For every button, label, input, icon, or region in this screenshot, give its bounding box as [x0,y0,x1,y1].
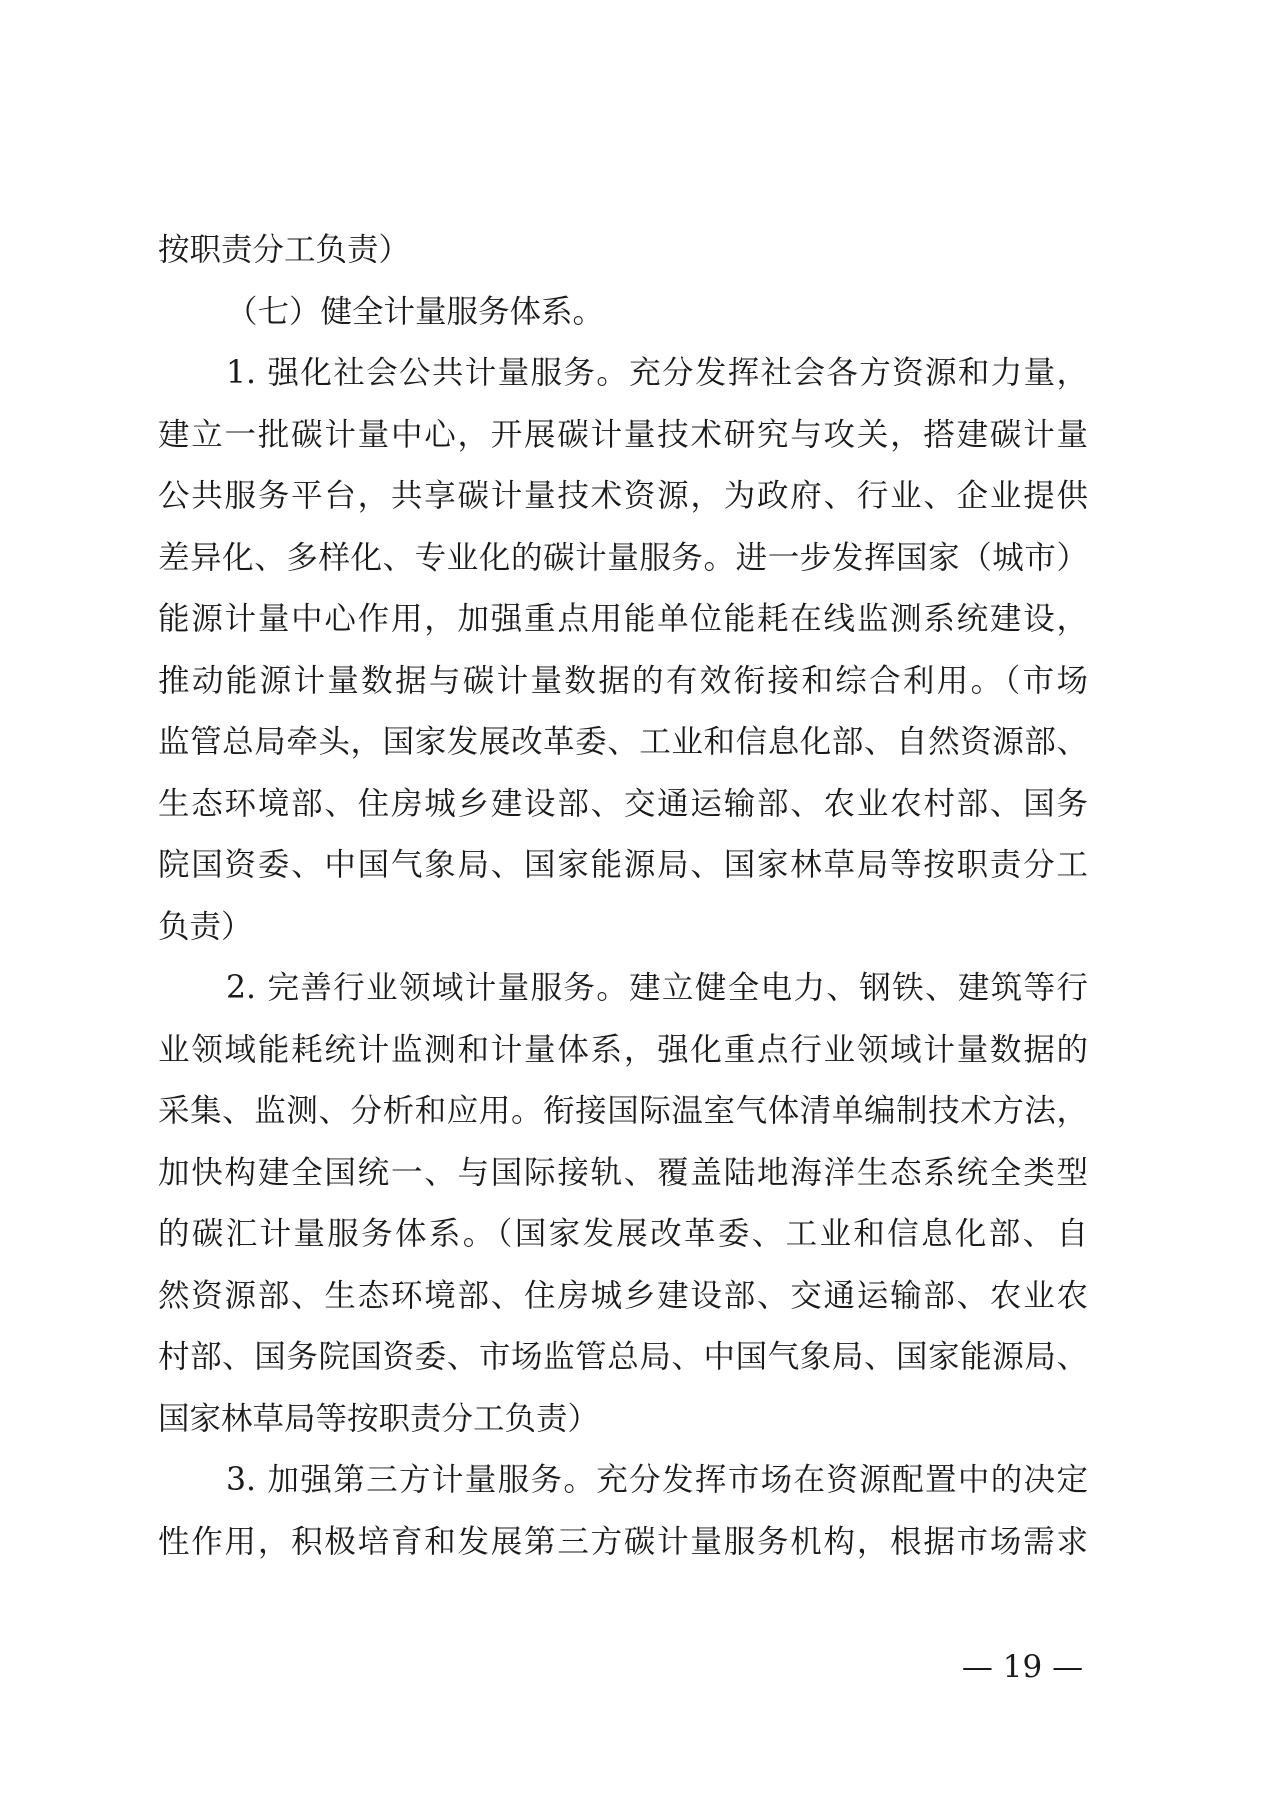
text-line: 3. 加强第三方计量服务。充分发挥市场在资源配置中的决定 [226,1462,1088,1498]
text-line: 性作用，积极培育和发展第三方碳计量服务机构，根据市场需求 [158,1523,1088,1560]
text-line: 采集、监测、分析和应用。衔接国际温室气体清单编制技术方法， [158,1093,1088,1129]
text-line: 公共服务平台，共享碳计量技术资源，为政府、行业、企业提供 [158,478,1088,514]
text-line: 然资源部、生态环境部、住房城乡建设部、交通运输部、农业农 [158,1277,1088,1314]
text-line: 建立一批碳计量中心，开展碳计量技术研究与攻关，搭建碳计量 [158,416,1088,453]
text-line: 业领域能耗统计监测和计量体系，强化重点行业领域计量数据的 [158,1031,1088,1068]
text-line: 的碳汇计量服务体系。（国家发展改革委、工业和信息化部、自 [158,1216,1088,1252]
text-line: 2. 完善行业领域计量服务。建立健全电力、钢铁、建筑等行 [226,970,1088,1006]
text-line: 推动能源计量数据与碳计量数据的有效衔接和综合利用。（市场 [158,662,1088,699]
text-line: 村部、国务院国资委、市场监管总局、中国气象局、国家能源局、 [158,1339,1088,1375]
text-line: 差异化、多样化、专业化的碳计量服务。进一步发挥国家（城市） [158,539,1088,576]
text-line: 负责） [158,908,253,945]
text-line: 能源计量中心作用，加强重点用能单位能耗在线监测系统建设， [158,601,1088,637]
text-line: 加快构建全国统一、与国际接轨、覆盖陆地海洋生态系统全类型 [158,1154,1088,1191]
body-text [158,220,1088,1573]
text-line: 监管总局牵头，国家发展改革委、工业和信息化部、自然资源部、 [158,724,1088,760]
text-line: 1. 强化社会公共计量服务。充分发挥社会各方资源和力量， [226,355,1088,391]
text-line: 院国资委、中国气象局、国家能源局、国家林草局等按职责分工 [158,847,1088,883]
text-line: 按职责分工负责） [158,232,411,268]
text-line: 生态环境部、住房城乡建设部、交通运输部、农业农村部、国务 [158,785,1088,822]
section-heading: （七）健全计量服务体系。 [226,293,605,330]
text-line: 国家林草局等按职责分工负责） [158,1400,600,1437]
page-number: — 19 — [961,1649,1084,1685]
